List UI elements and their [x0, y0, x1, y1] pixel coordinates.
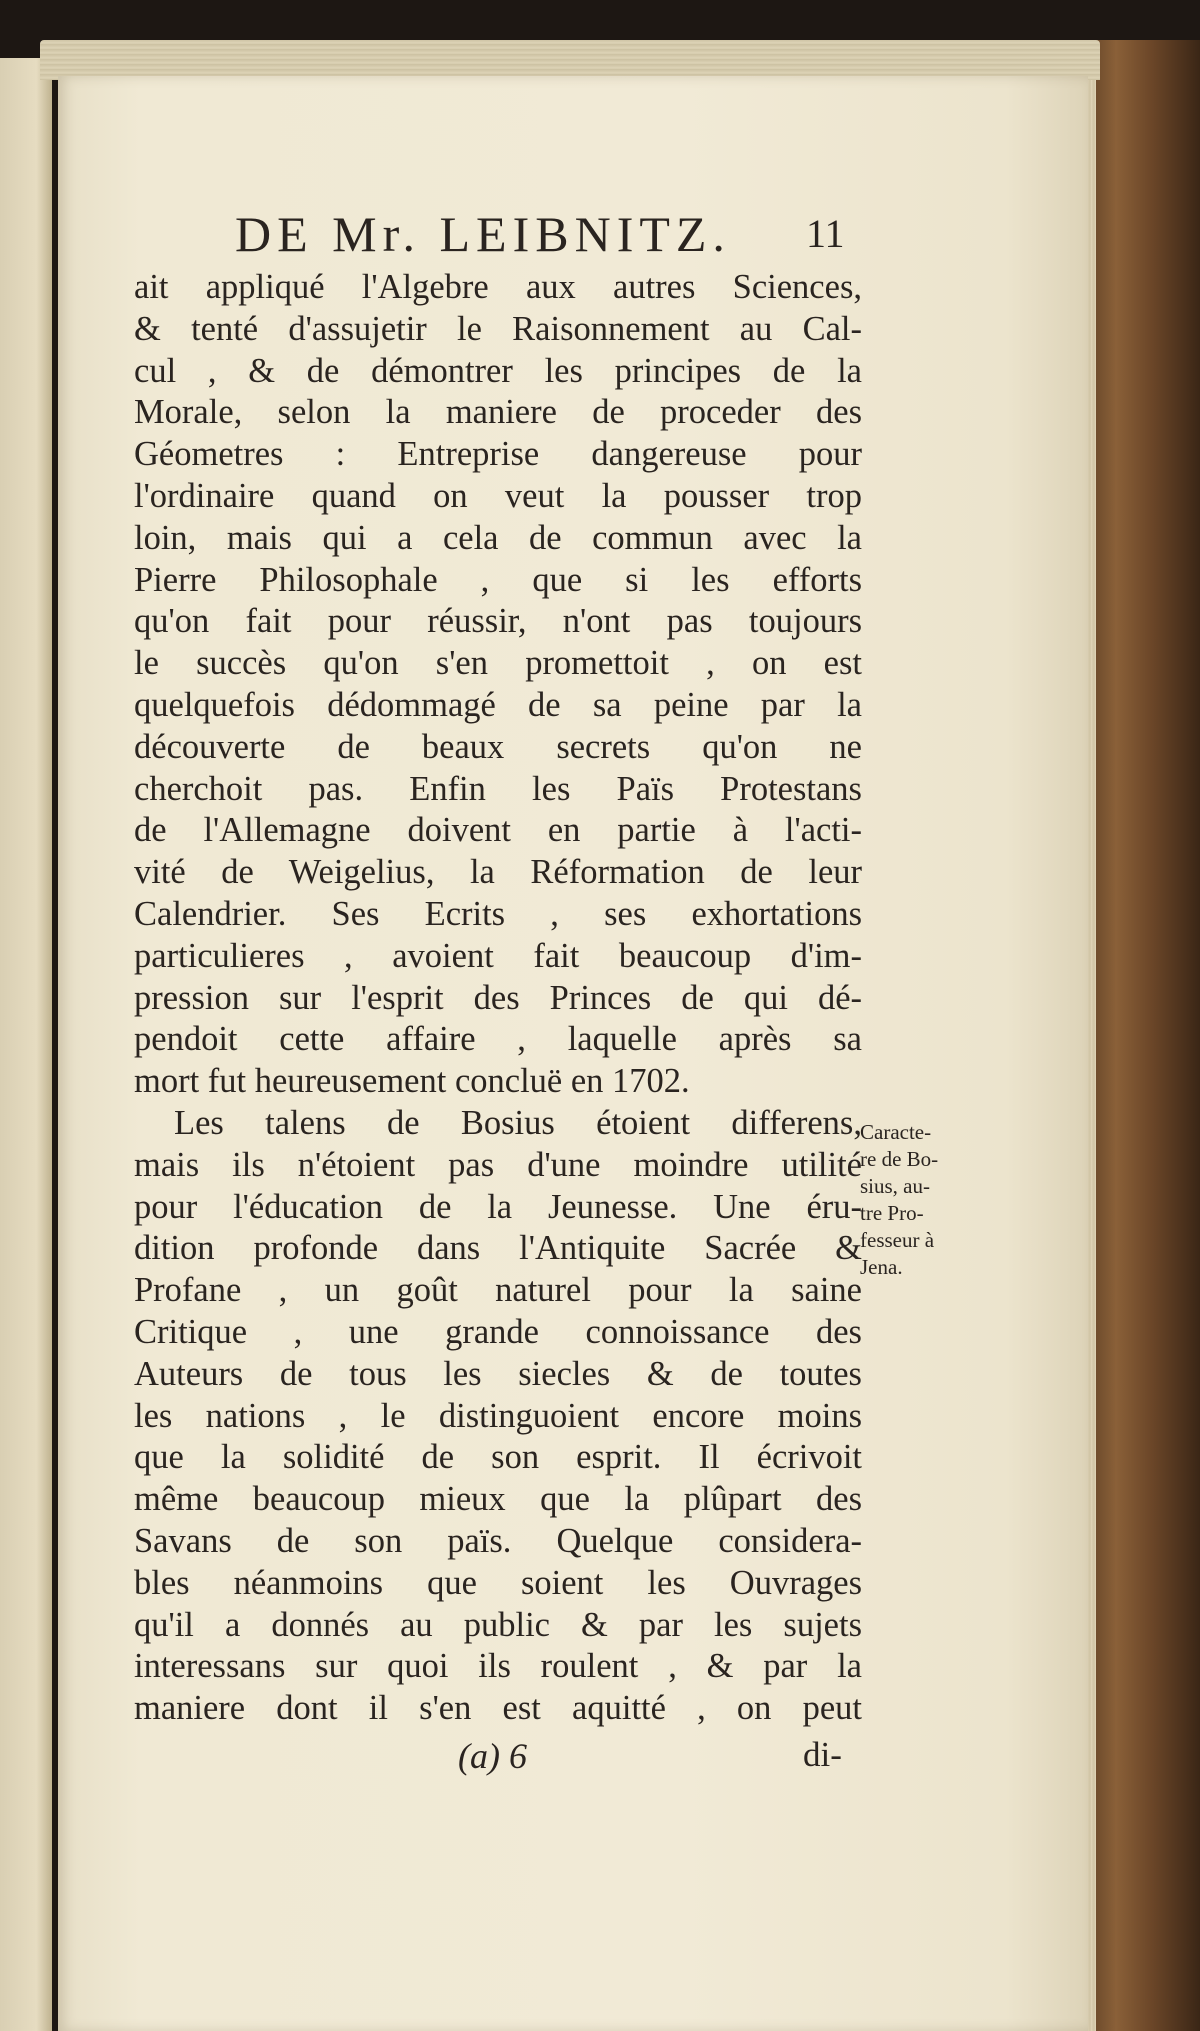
- text-line: maniere dont il s'en est aquitté , on peut: [134, 1689, 862, 1728]
- text-line: pour l'éducation de la Jeunesse. Une éru-: [134, 1187, 862, 1226]
- margin-note-line: Jena.: [860, 1255, 903, 1279]
- text-line: mort fut heureusement concluë en 1702.: [134, 1062, 690, 1101]
- body-text: [134, 267, 862, 1730]
- text-line: même beaucoup mieux que la plûpart des: [134, 1480, 862, 1519]
- text-line: de l'Allemagne doivent en partie à l'acti-: [134, 811, 862, 850]
- margin-note-line: tre Pro-: [860, 1201, 924, 1225]
- text-line: qu'il a donnés au public & par les sujets: [134, 1605, 862, 1644]
- text-line: Les talens de Bosius étoient differens,: [174, 1103, 862, 1142]
- running-head: DE Mr. LEIBNITZ.: [235, 206, 731, 262]
- text-line: Profane , un goût naturel pour la saine: [134, 1271, 862, 1310]
- text-line: bles néanmoins que soient les Ouvrages: [134, 1563, 862, 1602]
- text-line: loin, mais qui a cela de commun avec la: [134, 518, 862, 557]
- text-line: qu'on fait pour réussir, n'ont pas toujours: [134, 602, 862, 641]
- text-line: que la solidité de son esprit. Il écrivoit: [134, 1438, 862, 1477]
- margin-note-line: fesseur à: [860, 1228, 935, 1252]
- text-line: particulieres , avoient fait beaucoup d'im-: [134, 936, 862, 975]
- text-line: vité de Weigelius, la Réformation de leur: [134, 853, 862, 892]
- page-number: 11: [806, 211, 845, 256]
- text-line: interessans sur quoi ils roulent , & par la: [134, 1647, 862, 1686]
- text-line: ait appliqué l'Algebre aux autres Sciences,: [134, 268, 862, 306]
- margin-note: [860, 1119, 992, 1281]
- text-line: cherchoit pas. Enfin les Païs Protestans: [134, 769, 862, 808]
- text-line: le succès qu'on s'en promettoit , on est: [134, 644, 862, 683]
- text-line: pendoit cette affaire , laquelle après sa: [134, 1020, 862, 1059]
- text-line: les nations , le distinguoient encore moins: [134, 1396, 862, 1435]
- text-line: pression sur l'esprit des Princes de qui dé-: [134, 978, 862, 1017]
- text-line: dition profonde dans l'Antiquite Sacrée &: [134, 1229, 862, 1268]
- text-line: quelquefois dédommagé de sa peine par la: [134, 685, 862, 724]
- book-cover-edge: [1080, 40, 1200, 2031]
- text-line: mais ils n'étoient pas d'une moindre utilité: [134, 1145, 862, 1184]
- text-line: Critique , une grande connoissance des: [134, 1312, 862, 1351]
- signature-mark: (a) 6: [458, 1736, 527, 1776]
- margin-note-line: sius, au-: [860, 1174, 930, 1198]
- text-line: découverte de beaux secrets qu'on ne: [134, 727, 862, 766]
- margin-note-line: re de Bo-: [860, 1147, 939, 1171]
- text-line: l'ordinaire quand on veut la pousser trop: [134, 476, 862, 515]
- catchword: di-: [803, 1735, 842, 1774]
- facing-page-edge: [0, 58, 52, 2031]
- text-line: & tenté d'assujetir le Raisonnement au Cal-: [134, 309, 862, 348]
- text-line: Géometres : Entreprise dangereuse pour: [134, 435, 862, 474]
- top-page-edges: [40, 40, 1100, 80]
- text-line: Pierre Philosophale , que si les efforts: [134, 560, 862, 599]
- text-line: Calendrier. Ses Ecrits , ses exhortations: [134, 894, 862, 933]
- text-line: Savans de son païs. Quelque considera-: [134, 1521, 862, 1560]
- text-line: cul , & de démontrer les principes de la: [134, 351, 862, 390]
- margin-note-line: Caracte-: [860, 1120, 932, 1144]
- text-line: Morale, selon la maniere de proceder des: [134, 393, 862, 432]
- text-line: Auteurs de tous les siecles & de toutes: [134, 1354, 862, 1393]
